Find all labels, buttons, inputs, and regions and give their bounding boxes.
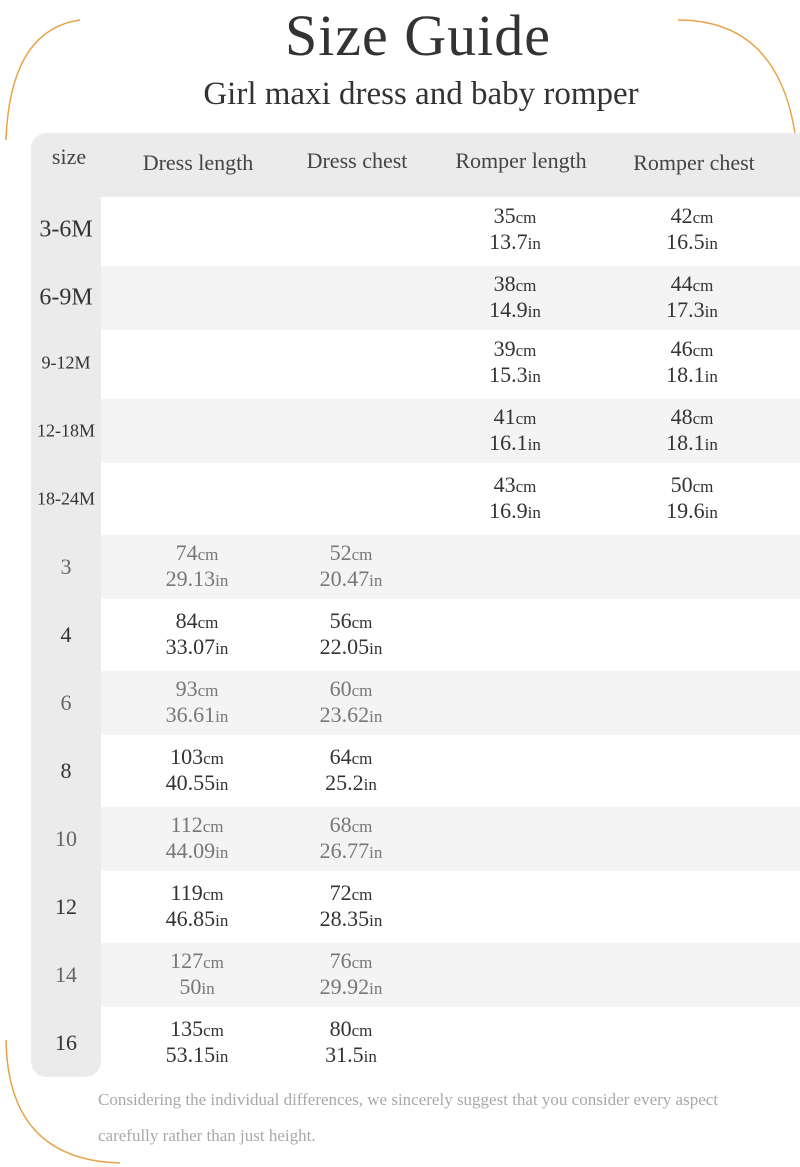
dress-chest-cell: 60cm 23.62in [319,676,383,727]
header-dress-length: Dress length [142,150,254,175]
size-label: 16 [55,1030,77,1055]
header-size: size [51,144,87,169]
dress-length-cell: 74cm 29.13in [165,540,229,591]
dress-length-cell: 127cm 50in [170,948,224,999]
dress-length-cell: 93cm 36.61in [165,676,229,727]
dress-length-cell: 103cm 40.55in [165,744,229,795]
size-label: 4 [60,622,72,647]
size-label: 3 [60,554,72,579]
romper-length-cell: 38cm 14.9in [489,271,541,322]
dress-chest-cell: 76cm 29.92in [319,948,383,999]
size-column-band [31,133,101,1077]
sizing-note: Considering the individual differences, we sincerely suggest that you consider every aspect carefully rather than just height. [98,1090,719,1145]
dress-chest-cell: 52cm 20.47in [319,540,383,591]
dress-length-cell: 112cm 44.09in [165,812,229,863]
romper-length-cell: 41cm 16.1in [489,404,541,455]
romper-chest-cell: 46cm 18.1in [666,336,718,387]
dress-chest-cell: 72cm 28.35in [319,880,383,931]
size-label: 3-6M [39,216,93,243]
page-title: Size Guide [284,3,552,68]
dress-chest-cell: 64cm 25.2in [325,744,377,795]
romper-chest-cell: 44cm 17.3in [666,271,718,322]
dress-chest-cell: 56cm 22.05in [319,608,383,659]
header-romper-length: Romper length [455,148,587,173]
romper-chest-cell: 50cm 19.6in [666,472,718,523]
dress-length-cell: 119cm 46.85in [165,880,229,931]
page-subtitle: Girl maxi dress and baby romper [203,76,639,112]
table-row-band [31,807,800,871]
header-romper-chest: Romper chest [633,150,755,175]
size-label: 14 [55,962,77,987]
size-label: 8 [60,758,72,783]
header-dress-chest: Dress chest [306,148,408,173]
size-label: 10 [55,826,77,851]
table-row-band [31,671,800,735]
size-label: 12 [55,894,77,919]
dress-chest-cell: 80cm 31.5in [325,1016,377,1067]
size-label: 6-9M [39,284,93,311]
romper-length-cell: 39cm 15.3in [489,336,541,387]
romper-length-cell: 35cm 13.7in [489,203,541,254]
dress-chest-cell: 68cm 26.77in [319,812,383,863]
size-label: 18-24M [37,488,95,509]
dress-length-cell: 84cm 33.07in [165,608,229,659]
dress-length-cell: 135cm 53.15in [165,1016,229,1067]
size-label: 9-12M [41,352,91,373]
romper-length-cell: 43cm 16.9in [489,472,541,523]
size-label: 6 [60,690,72,715]
romper-chest-cell: 48cm 18.1in [666,404,718,455]
romper-chest-cell: 42cm 16.5in [666,203,718,254]
size-label: 12-18M [37,420,95,441]
table-row-band [31,535,800,599]
table-row-band [31,943,800,1007]
